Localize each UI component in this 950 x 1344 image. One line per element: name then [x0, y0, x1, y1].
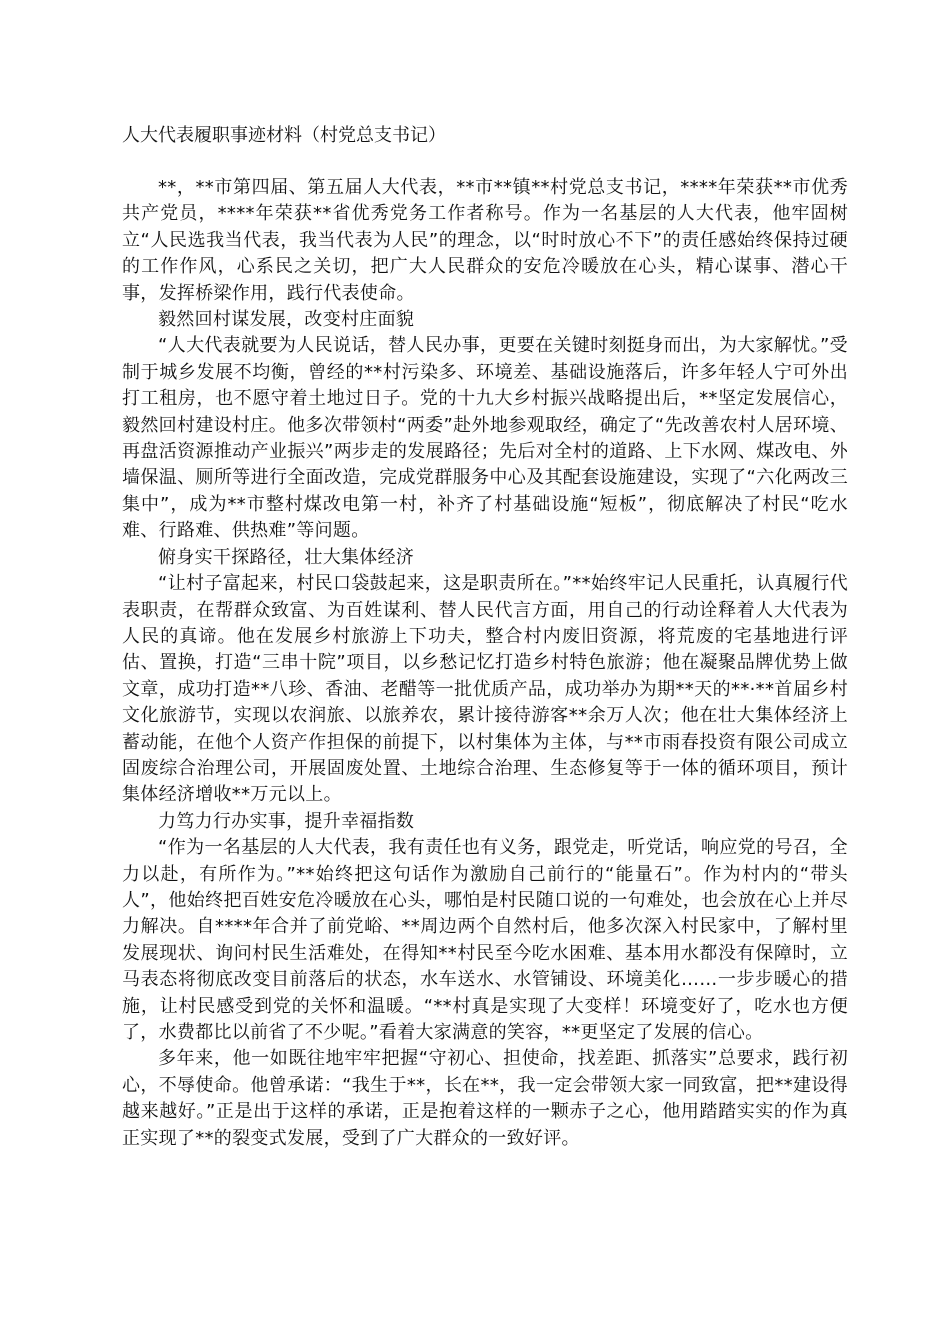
paragraph-practical-work: “作为一名基层的人大代表，我有责任也有义务，跟党走，听党话，响应党的号召，全力以赴，有所作为。”**始终把这句话作为激励自己前行的“能量石”。作为村内的“带头人”，他始终把百姓安危冷暖放在心头，哪怕是村民随口说的一句难处，也会放在心上并尽力解决。自****年合并了前党峪、**周边两个自然村后，他多次深入村民家中，了解村里发展现状、询问村民生活难处，在得知**村民至今吃水困难、基本用水都没有保障时，立马表态将彻底改变目前落后的状态，水车送水、水管铺设、环境美化……一步步暖心的措施，让村民感受到党的关怀和温暖。“**村真是实现了大变样！环境变好了，吃水也方便了，水费都比以前省了不少呢。”看着大家满意的笑容，**更坚定了发展的信心。	[122, 837, 848, 1043]
document-title: 人大代表履职事迹材料（村党总支书记）	[122, 125, 446, 146]
section-heading-collective-economy: 俯身实干探路径，壮大集体经济	[158, 546, 415, 568]
paragraph-village-transformation: “人大代表就要为人民说话，替人民办事，更要在关键时刻挺身而出，为大家解忧。”受制于城乡发展不均衡，曾经的**村污染多、环境差、基础设施落后，许多年轻人宁可外出打工租房，也不愿守着土地过日子。党的十九大乡村振兴战略提出后，**坚定发展信心，毅然回村建设村庄。他多次带领村“两委”赴外地参观取经，确定了“先改善农村人居环境、再盘活资源推动产业振兴”两步走的发展路径；先后对全村的道路、上下水网、煤改电、外墙保温、厕所等进行全面改造，完成党群服务中心及其配套设施建设，实现了“六化两改三集中”，成为**市整村煤改电第一村，补齐了村基础设施“短板”，彻底解决了村民“吃水难、行路难、供热难”等问题。	[122, 335, 848, 542]
document-body	[122, 175, 848, 1152]
section-heading-return-to-village: 毅然回村谋发展，改变村庄面貌	[158, 309, 415, 331]
section-heading-practical-work: 力笃力行办实事，提升幸福指数	[158, 810, 415, 832]
paragraph-collective-economy: “让村子富起来，村民口袋鼓起来，这是职责所在。”**始终牢记人民重托，认真履行代表职责，在帮群众致富、为百姓谋利、替人民代言方面，用自己的行动诠释着人大代表为人民的真谛。他在发展乡村旅游上下功夫，整合村内废旧资源，将荒废的宅基地进行评估、置换，打造“三串十院”项目，以乡愁记忆打造乡村特色旅游；他在凝聚品牌优势上做文章，成功打造**八珍、香油、老醋等一批优质产品，成功举办为期**天的**·**首届乡村文化旅游节，实现以农润旅、以旅养农，累计接待游客**余万人次；他在壮大集体经济上蓄动能，在他个人资产作担保的前提下，以村集体为主体，与**市雨春投资有限公司成立固废综合治理公司，开展固废处置、土地综合治理、生态修复等于一体的循环项目，预计集体经济增收**万元以上。	[122, 573, 848, 806]
paragraph-conclusion: 多年来，他一如既往地牢牢把握“守初心、担使命，找差距、抓落实”总要求，践行初心，不辱使命。他曾承诺：“我生于**，长在**，我一定会带领大家一同致富，把**建设得越来越好。”正是出于这样的承诺，正是抱着这样的一颗赤子之心，他用踏踏实实的作为真正实现了**的裂变式发展，受到了广大群众的一致好评。	[122, 1048, 848, 1149]
paragraph-intro: **，**市第四届、第五届人大代表，**市**镇**村党总支书记，****年荣获**市优秀共产党员，****年荣获**省优秀党务工作者称号。作为一名基层的人大代表，他牢固树立“人民选我当代表，我当代表为人民”的理念，以“时时放心不下”的责任感始终保持过硬的工作作风，心系民之关切，把广大人民群众的安危冷暖放在心头，精心谋事、潜心干事，发挥桥梁作用，践行代表使命。	[122, 177, 848, 304]
